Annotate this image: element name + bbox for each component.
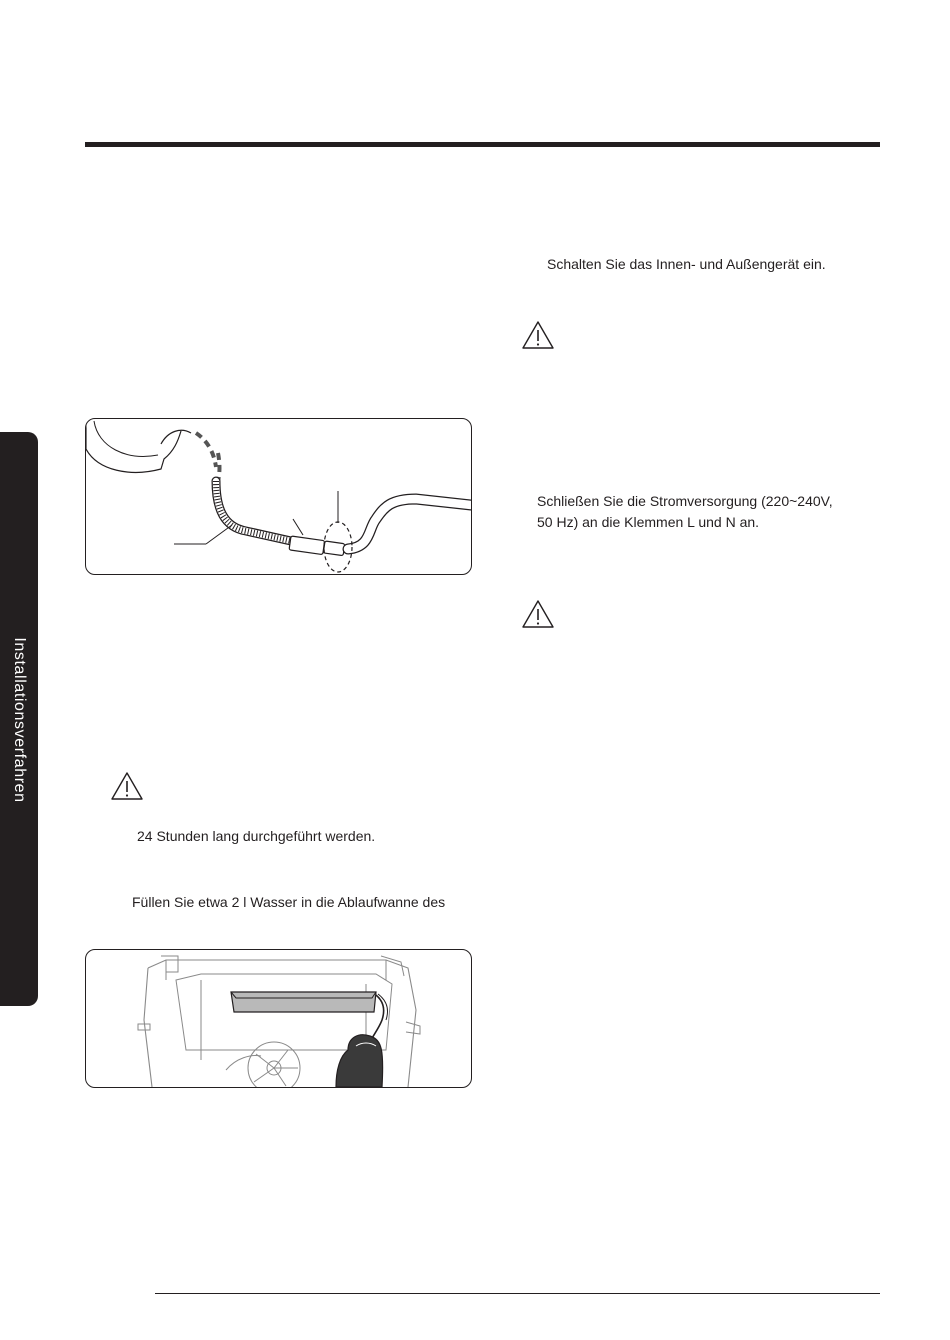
step-power-supply-line1: Schließen Sie die Stromversorgung (220~240V, [537, 493, 833, 509]
note-duration-text: 24 Stunden lang durchgeführt werden. [137, 828, 376, 844]
warning-triangle-icon [521, 320, 555, 350]
step-power-on-text: Schalten Sie das Innen- und Außengerät ein. [547, 256, 826, 272]
step-fill-water-text: Füllen Sie etwa 2 l Wasser in die Ablaufwanne des [132, 894, 446, 910]
warning-triangle-icon [521, 599, 555, 629]
step-power-supply-line2: 50 Hz) an die Klemmen L und N an. [537, 514, 760, 530]
side-tab-label: Installationsverfahren [11, 637, 28, 803]
drain-pan-filling-illustration [85, 949, 472, 1088]
warning-triangle-icon [110, 771, 144, 801]
footer-rule [155, 1293, 880, 1294]
header-rule [85, 142, 880, 147]
drain-hose-illustration [85, 418, 472, 575]
